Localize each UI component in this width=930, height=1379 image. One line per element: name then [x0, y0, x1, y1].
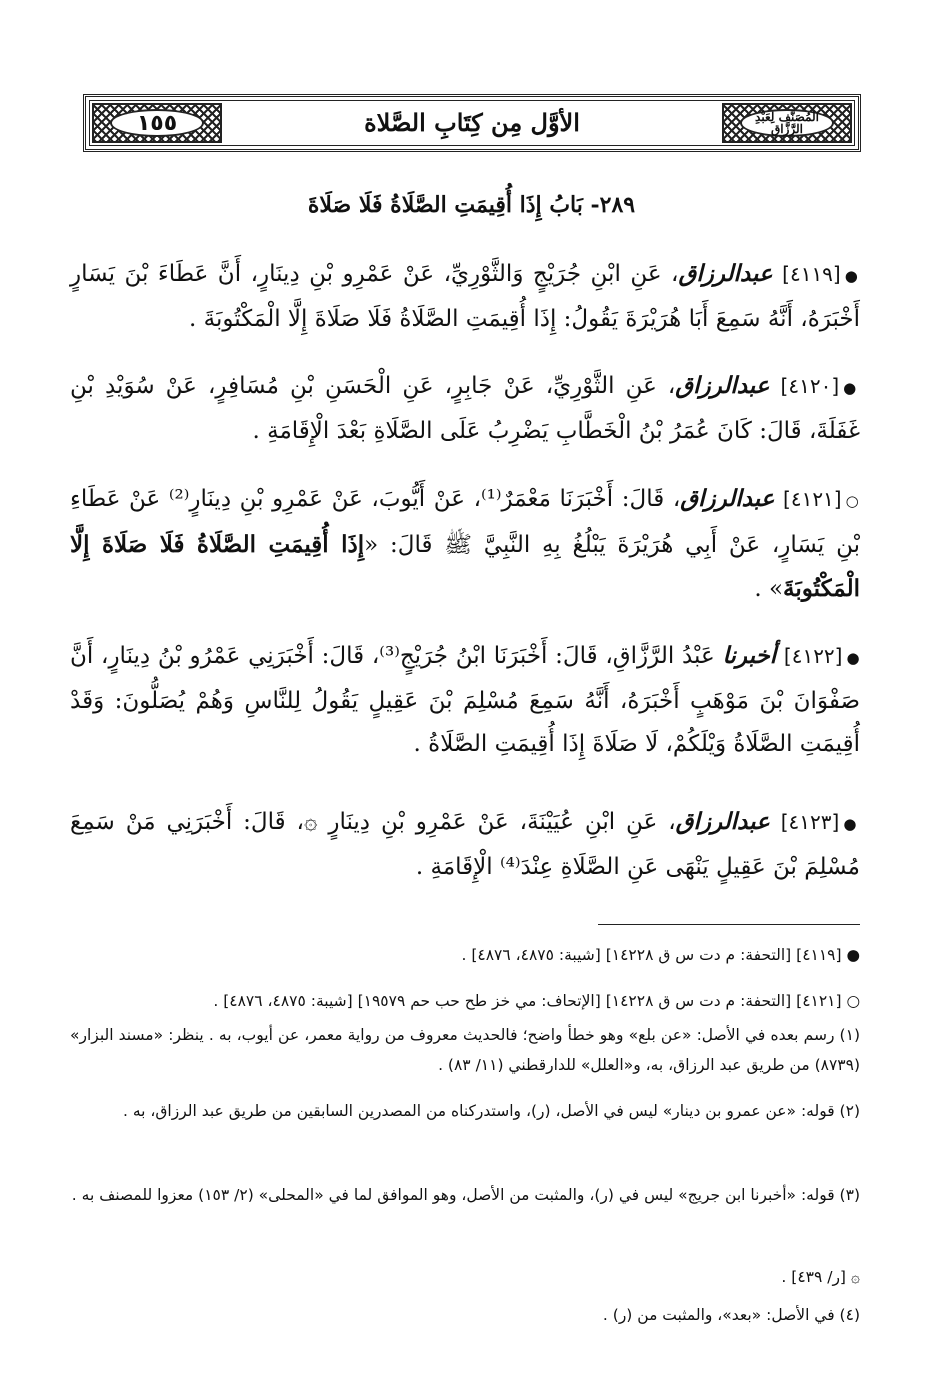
entry-number: [٤١٢٣]: [780, 810, 840, 834]
hadith-entry: [70, 252, 860, 341]
footnote-divider: [598, 924, 860, 925]
hadith-entry: [70, 800, 860, 889]
footnote-takhrij: ○ [٤١٢١] [التحفة: م دت س ق ١٤٢٢٨] [الإتحاف: مي خز طح حب حم ١٩٥٧٩] [شيبة: ٤٨٧٥، ٤٨٧٦] .: [213, 992, 860, 1010]
entry-bullet: ●: [844, 267, 860, 285]
hadith-entry: [70, 364, 860, 453]
book-logo: المُصَنَّف لِعَبْدِ الرَّزَّاق: [755, 110, 819, 136]
narrator-name: عبدالرزاق: [675, 372, 770, 399]
entry-number: [٤١٢٢]: [783, 644, 843, 668]
entry-number: [٤١٢١]: [783, 487, 842, 511]
page-number: ١٥٥: [136, 110, 178, 136]
footnote: (٤) في الأصل: «بعد»، والمثبت من (ر) .: [602, 1306, 860, 1324]
hadith-entry: [70, 477, 860, 611]
narrator-name: عبدالرزاق: [678, 260, 773, 287]
logo-oval: [740, 109, 834, 137]
page-header: [83, 94, 861, 152]
header-page-number-block: [92, 103, 222, 143]
running-title: الأوَّل مِن كِتَابِ الصَّلاة: [364, 107, 580, 137]
hadith-entry: [70, 634, 860, 766]
entry-text-end: » .: [754, 576, 784, 602]
footnote: (٣) قوله: «أخبرنا ابن جريج» ليس في (ر)، والمثبت من الأصل، وهو الموافق لما في «المحلى» (٢/ ١٥٣) معزوا للمصنف به .: [71, 1186, 860, 1204]
footnote: (٢) قوله: «عن عمرو بن دينار» ليس في الأصل، (ر)، واستدركناه من المصدرين السابقين من طريق عبد الرزاق، به .: [122, 1102, 860, 1120]
footnote-takhrij: ● [٤١١٩] [التحفة: م دت س ق ١٤٢٢٨] [شيبة: ٤٨٧٥، ٤٨٧٦] .: [461, 946, 860, 964]
narrator-name: عبدالرزاق: [675, 808, 770, 835]
entry-bullet: ●: [843, 815, 860, 833]
entry-text: عَبْدُ الرَّزَّاقِ، قَالَ: أَخْبَرَنَا ابْنُ جُرَيْجٍ⁽³⁾، قَالَ: أَخْبَرَنِي عَمْرُو بْنُ دِينَارٍ، أَنَّ صَفْوَانَ بْنَ مَوْهَبٍ أَخْبَرَهُ، أَنَّهُ سَمِعَ مُسْلِمَ بْنَ عَقِيلٍ يَقُولُ لِلنَّاسِ وَهُمْ يُصَلُّونَ: وَقَدْ أُقِيمَتِ الصَّلَاةُ وَيْلَكُمْ، لَا صَلَاةَ إِذَا أُقِيمَتِ الصَّلَاةُ .: [70, 643, 860, 757]
narrator-name: أخبرنا: [722, 642, 777, 669]
page-number-oval: [110, 109, 204, 137]
entry-number: [٤١١٩]: [782, 262, 841, 286]
entry-text: ، قَالَ: أَخْبَرَنَا مَعْمَرٌ⁽¹⁾، عَنْ أَيُّوبَ، عَنْ عَمْرِو بْنِ دِينَارٍ⁽²⁾ عَنْ عَطَاءِ بْنِ يَسَارٍ، عَنْ أَبِي هُرَيْرَةَ يَبْلُغُ بِهِ النَّبِيَّ ﷺ قَالَ: «: [70, 486, 860, 558]
prophetic-saying: إِذَا أُقِيمَتِ الصَّلَاةُ فَلَا صَلَاةَ إِلَّا الْمَكْتُوبَةَ: [70, 531, 860, 602]
entry-text: ، عَنِ ابْنِ جُرَيْجٍ وَالثَّوْرِيِّ، عَنْ عَمْرِو بْنِ دِينَارٍ، أَنَّ عَطَاءَ بْنَ يَسَارٍ أَخْبَرَهُ، أَنَّهُ سَمِعَ أَبَا هُرَيْرَةَ يَقُولُ: إِذَا أُقِيمَتِ الصَّلَاةُ فَلَا صَلَاةَ إِلَّا الْمَكْتُوبَةَ .: [70, 261, 860, 332]
footnote: (١) رسم بعده في الأصل: «عن بلع» وهو خطأ واضح؛ فالحديث معروف من رواية معمر، عن أيوب، به . ينظر: «مسند البزار» (٨٧٣٩) من طريق عبد الرزاق، به، و«العلل» للدارقطني (١١/ ٨٣) .: [70, 1026, 860, 1074]
entry-text: ، عَنِ الثَّوْرِيِّ، عَنْ جَابِرٍ، عَنِ الْحَسَنِ بْنِ مُسَافِرٍ، عَنْ سُوَيْدِ بْنِ غَفَلَةَ، قَالَ: كَانَ عُمَرُ بْنُ الْخَطَّابِ يَضْرِبُ عَلَى الصَّلَاةِ بَعْدَ الْإِقَامَةِ .: [70, 373, 860, 444]
narrator-name: عبدالرزاق: [680, 485, 775, 512]
chapter-title: ٢٨٩- بَابُ إِذَا أُقِيمَتِ الصَّلَاةُ فَلَا صَلَاةَ: [307, 192, 636, 218]
entry-bullet: ○: [845, 492, 860, 510]
entry-bullet: ●: [843, 379, 860, 397]
entry-bullet: ●: [846, 649, 861, 667]
footnote-page-ref: ۞ [ر/ ٤٣٩] .: [781, 1268, 860, 1286]
entry-text: ، عَنِ ابْنِ عُيَيْنَةَ، عَنْ عَمْرِو بْنِ دِينَارٍ ۞، قَالَ: أَخْبَرَنِي مَنْ سَمِعَ مُسْلِمَ بْنَ عَقِيلٍ يَنْهَى عَنِ الصَّلَاةِ عِنْدَ⁽⁴⁾ الْإِقَامَةِ .: [70, 809, 860, 880]
entry-number: [٤١٢٠]: [780, 374, 840, 398]
header-logo-block: [722, 103, 852, 143]
